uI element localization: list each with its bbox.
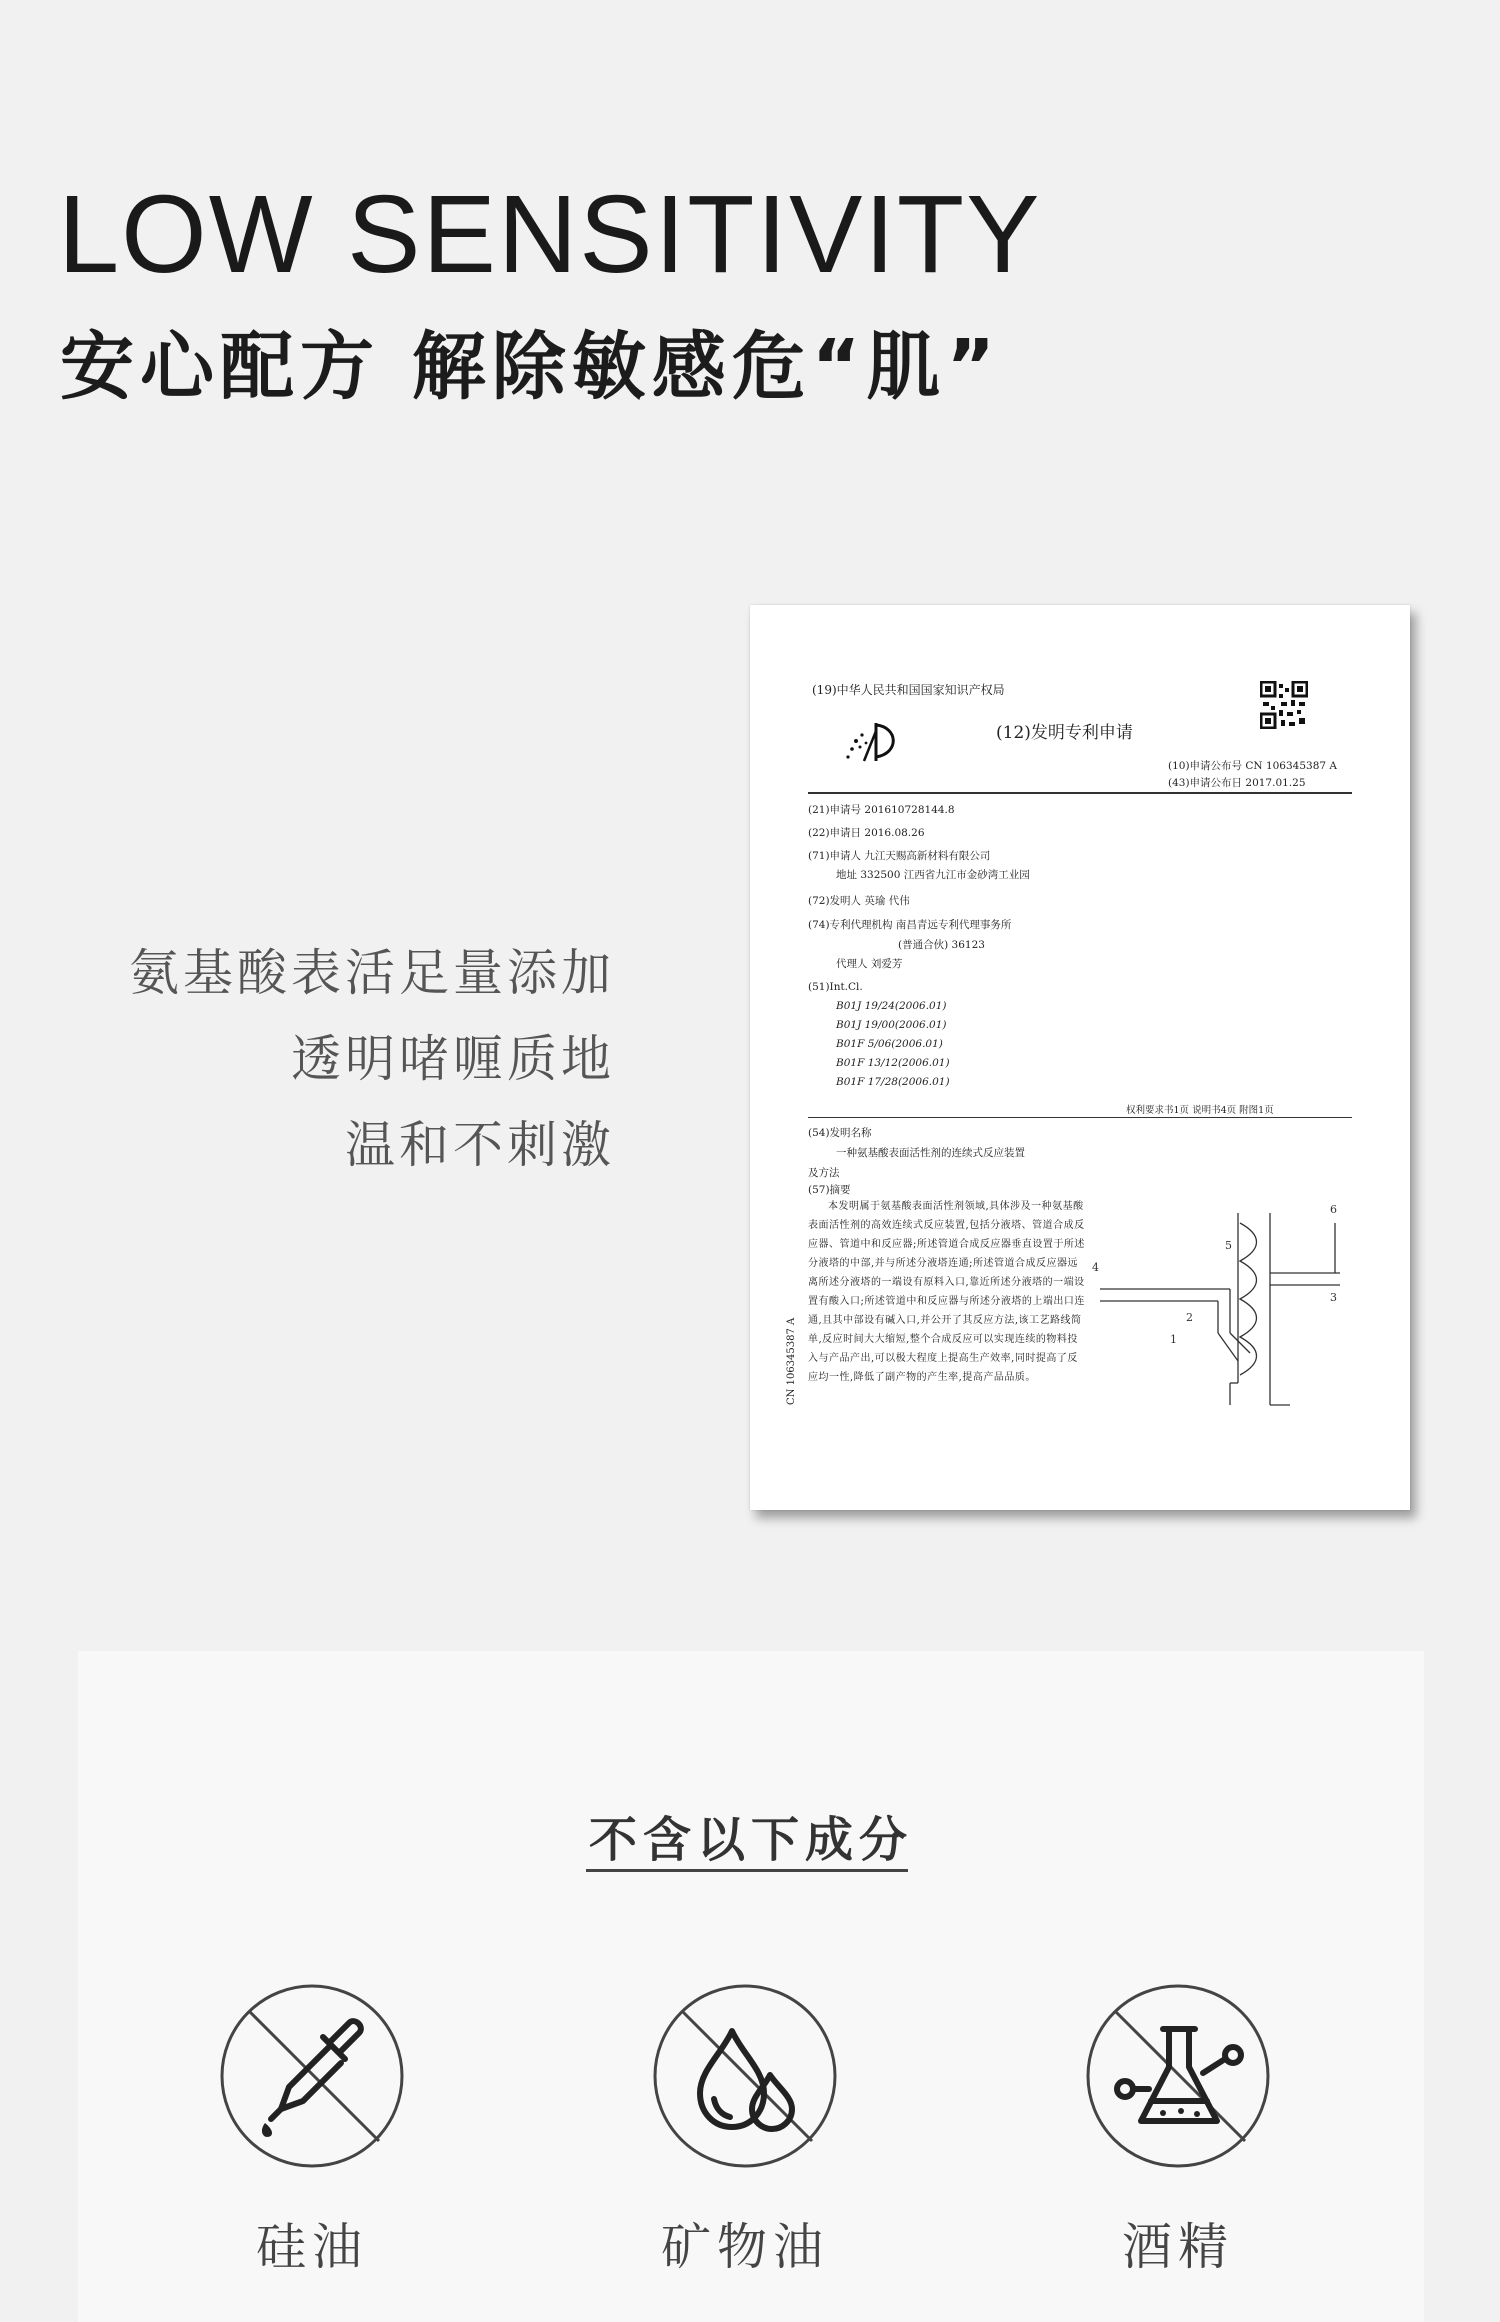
- patent-abstract-label: (57)摘要: [808, 1184, 851, 1196]
- patent-pub-no: (10)申请公布号 CN 106345387 A: [1168, 760, 1337, 772]
- diagram-number: 3: [1330, 1291, 1337, 1304]
- headline: LOW SENSITIVITY: [58, 173, 1042, 296]
- patent-class: B01J 19/24(2006.01): [836, 1000, 947, 1012]
- feature-item: 透明啫喱质地: [291, 1030, 615, 1088]
- patent-title-2: 及方法: [808, 1167, 840, 1179]
- dropper-icon: [219, 1983, 405, 2169]
- patent-title-label: (54)发明名称: [808, 1127, 872, 1139]
- title-underline: [586, 1869, 908, 1872]
- diagram-number: 5: [1225, 1239, 1232, 1252]
- patent-pages: 权利要求书1页 说明书4页 附图1页: [1126, 1105, 1274, 1116]
- patent-side-code: CN 106345387 A: [786, 1317, 797, 1405]
- patent-office-logo: [842, 717, 912, 771]
- patent-address: 地址 332500 江西省九江市金砂湾工业园: [836, 869, 1030, 881]
- patent-app-date: (22)申请日 2016.08.26: [808, 827, 925, 839]
- divider: [808, 792, 1352, 794]
- feature-list: [129, 930, 615, 1188]
- patent-agency-2: (普通合伙) 36123: [898, 939, 985, 951]
- patent-office: (19)中华人民共和国国家知识产权局: [812, 683, 1005, 697]
- patent-class: B01F 5/06(2006.01): [836, 1038, 943, 1050]
- patent-applicant: (71)申请人 九江天赐高新材料有限公司: [808, 850, 991, 862]
- ingredient-label: 硅油: [256, 2218, 368, 2276]
- divider: [808, 1117, 1352, 1118]
- feature-item: 温和不刺激: [345, 1116, 615, 1174]
- patent-app-no: (21)申请号 201610728144.8: [808, 804, 955, 816]
- patent-title: 一种氨基酸表面活性剂的连续式反应装置: [836, 1147, 1025, 1159]
- diagram-number: 2: [1186, 1311, 1193, 1324]
- oil-drops-icon: [652, 1983, 838, 2169]
- diagram-number: 4: [1092, 1261, 1099, 1274]
- patent-class: B01F 17/28(2006.01): [836, 1076, 950, 1088]
- patent-agency: (74)专利代理机构 南昌青远专利代理事务所: [808, 919, 1012, 931]
- ingredient-label: 酒精: [1122, 2218, 1234, 2276]
- patent-intcl: (51)Int.Cl.: [808, 981, 863, 993]
- subheadline: 安心配方 解除敏感危“肌”: [60, 324, 1002, 410]
- patent-pub-date: (43)申请公布日 2017.01.25: [1168, 777, 1306, 789]
- patent-inventors: (72)发明人 英瑜 代伟: [808, 895, 910, 907]
- diagram-number: 6: [1330, 1203, 1337, 1216]
- ingredient-mineral-oil: [645, 1983, 845, 2279]
- ingredient-label: 矿物油: [661, 2218, 829, 2276]
- patent-class: B01F 13/12(2006.01): [836, 1057, 950, 1069]
- diagram-number: 1: [1170, 1333, 1177, 1346]
- patent-class: B01J 19/00(2006.01): [836, 1019, 947, 1031]
- feature-item: 氨基酸表活足量添加: [129, 944, 615, 1002]
- qr-code-icon: [1260, 681, 1308, 729]
- patent-document: [750, 605, 1410, 1510]
- panel-title: 不含以下成分: [588, 1812, 913, 1868]
- ingredient-alcohol: [1078, 1983, 1278, 2279]
- excluded-ingredients-panel: [78, 1651, 1424, 2322]
- flask-icon: [1085, 1983, 1271, 2169]
- ingredient-silicone: [212, 1983, 412, 2279]
- patent-diagram: [1090, 1183, 1390, 1427]
- patent-abstract: 本发明属于氨基酸表面活性剂领域,具体涉及一种氨基酸表面活性剂的高效连续式反应装置,包括分液塔、管道合成反应器、管道中和反应器;所述管道合成反应器垂直设置于所述分液塔的中部,并与所述分液塔连通;所述管道合成反应器远离所述分液塔的一端设有原料入口,靠近所述分液塔的一端设置有酸入口;所述管道中和反应器与所述分液塔的上端出口连通,且其中部设有碱入口,并公开了其反应方法,该工艺路线简单,反应时间大大缩短,整个合成反应可以实现连续的物料投入与产品产出,可以极大程度上提高生产效率,同时提高了反应均一性,降低了副产物的产生率,提高产品品质。: [808, 1201, 1085, 1383]
- patent-type: (12)发明专利申请: [996, 723, 1133, 743]
- patent-agent: 代理人 刘爱芳: [836, 958, 903, 970]
